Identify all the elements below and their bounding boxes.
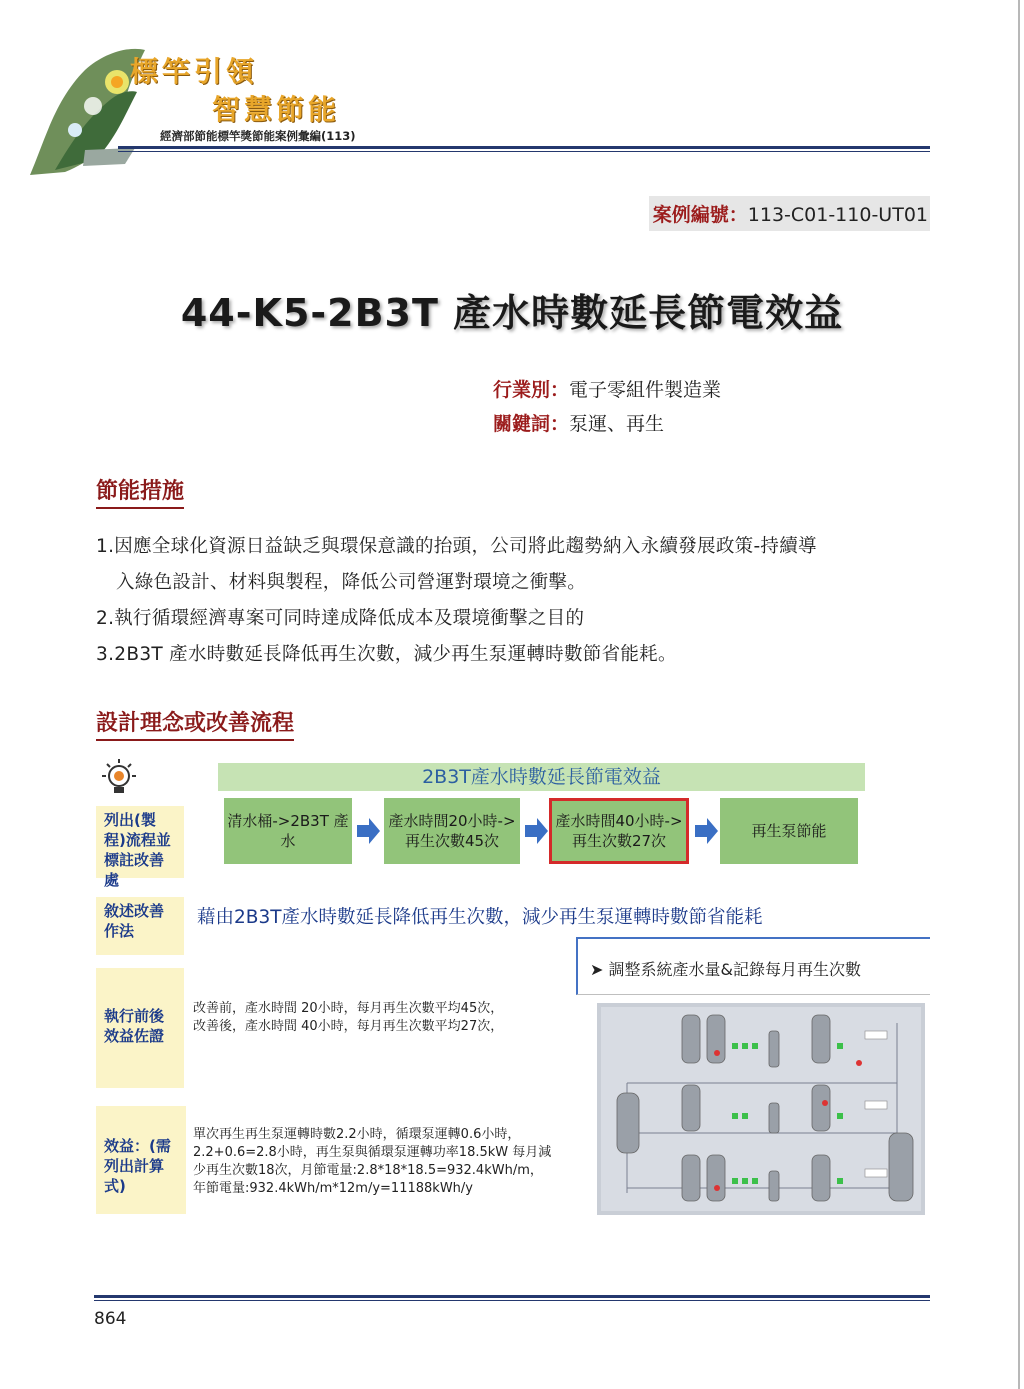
side-label-benefit: 效益：(需列出計算式) [96, 1106, 186, 1214]
arrow-right-icon [523, 816, 549, 846]
logo-slogan-line1: 標竿引領 [130, 55, 259, 88]
side-label-method: 敘述改善作法 [96, 897, 184, 955]
case-id-value: 113-C01-110-UT01 [747, 204, 928, 226]
header-rule [118, 146, 930, 149]
case-id [649, 196, 930, 231]
measure-line: 2.執行循環經濟專案可同時達成降低成本及環境衝擊之目的 [96, 608, 585, 629]
industry-row [493, 375, 721, 402]
bullet-arrow-icon: ➤ [590, 960, 609, 979]
header-subtitle: 經濟部節能標竿獎節能案例彙編(113) [160, 129, 356, 143]
figure-title: 2B3T產水時數延長節電效益 [422, 766, 661, 788]
scada-screenshot [597, 1003, 925, 1215]
industry-label: 行業別： [493, 379, 570, 401]
page-edge-rule [1018, 0, 1020, 1389]
case-id-label: 案例編號： [652, 204, 748, 226]
footer-rule-thin [94, 1300, 930, 1301]
flow-step-1: 清水桶->2B3T 產水 [224, 798, 352, 864]
adjust-callout [576, 937, 930, 995]
measure-line: 入綠色設計、材料與製程，降低公司營運對環境之衝擊。 [116, 572, 587, 593]
section-heading-measures: 節能措施 [96, 474, 184, 509]
adjust-text: 調整系統產水量&記錄每月再生次數 [608, 960, 861, 979]
keywords-row [493, 409, 664, 436]
industry-value: 電子零組件製造業 [569, 379, 722, 401]
measure-line: 1.因應全球化資源日益缺乏與環保意識的抬頭，公司將此趨勢納入永續發展政策-持續導 [96, 536, 817, 557]
footer-rule [94, 1295, 930, 1298]
logo-slogan-line2: 智慧節能 [212, 93, 341, 126]
evidence-line: 改善前，產水時間 20小時，每月再生次數平均45次， [193, 1001, 504, 1016]
benefit-line: 年節電量:932.4kWh/m*12m/y=11188kWh/y [193, 1181, 473, 1196]
benefit-line: 2.2+0.6=2.8小時，再生泵與循環泵運轉功率18.5kW 每月減 [193, 1145, 552, 1160]
benefit-line: 單次再生再生泵運轉時數2.2小時，循環泵運轉0.6小時， [193, 1127, 521, 1142]
page-title: 44-K5-2B3T 產水時數延長節電效益 [180, 291, 844, 335]
arrow-right-icon [355, 816, 381, 846]
flow-step-4: 再生泵節能 [720, 798, 858, 864]
page-number: 864 [94, 1309, 127, 1329]
method-text: 藉由2B3T產水時數延長降低再生次數，減少再生泵運轉時數節省能耗 [197, 907, 763, 928]
lightbulb-icon [96, 757, 142, 803]
header-rule-thin [118, 151, 930, 152]
keywords-value: 泵運、再生 [569, 413, 665, 435]
evidence-line: 改善後，產水時間 40小時，每月再生次數平均27次， [193, 1019, 504, 1034]
benefit-line: 少再生次數18次，月節電量:2.8*18*18.5=932.4kWh/m， [193, 1163, 543, 1178]
flow-step-2: 產水時間20小時->再生次數45次 [384, 798, 520, 864]
side-label-flow: 列出(製程)流程並標註改善處 [96, 806, 184, 878]
arrow-right-icon [693, 816, 719, 846]
flow-step-3-highlighted: 產水時間40小時->再生次數27次 [549, 798, 689, 864]
measure-line: 3.2B3T 產水時數延長降低再生次數，減少再生泵運轉時數節省能耗。 [96, 644, 677, 665]
side-label-evidence: 執行前後效益佐證 [96, 968, 184, 1088]
keywords-label: 關鍵詞： [493, 413, 570, 435]
section-heading-design: 設計理念或改善流程 [96, 706, 294, 741]
